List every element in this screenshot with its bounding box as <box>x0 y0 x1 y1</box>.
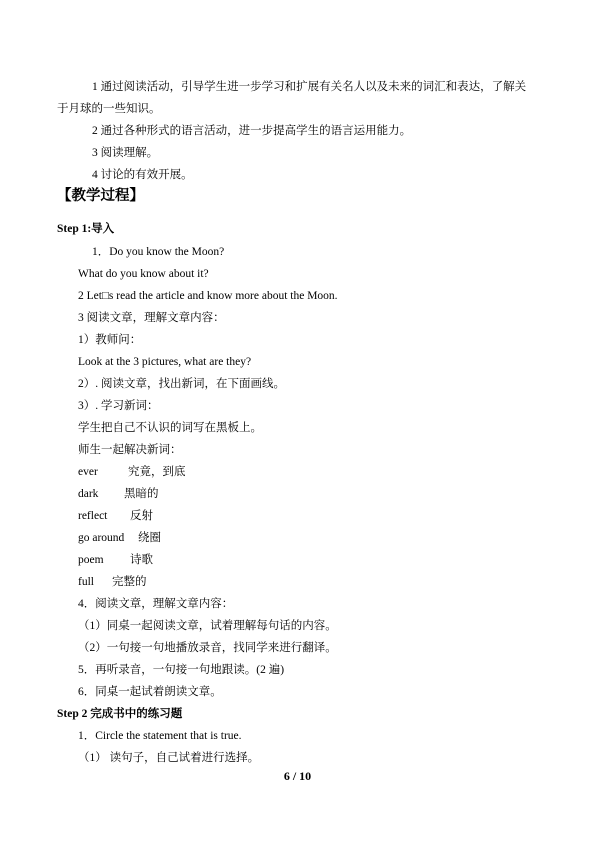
objective-1-line-2: 于月球的一些知识。 <box>57 103 161 115</box>
objective-2: 2 通过各种形式的语言活动，进一步提高学生的语言运用能力。 <box>92 125 412 137</box>
vocab-word: ever <box>78 466 98 478</box>
vocab-meaning: 完整的 <box>112 576 147 588</box>
vocab-word: full <box>78 576 94 588</box>
vocab-item <box>78 465 186 479</box>
step-2-title: Step 2 完成书中的练习题 <box>57 708 183 720</box>
vocab-item <box>78 509 153 523</box>
objective-1-line-1: 1 通过阅读活动，引导学生进一步学习和扩展有关名人以及未来的词汇和表达，了解关 <box>92 81 527 93</box>
step-1-line: 学生把自己不认识的词写在黑板上。 <box>78 422 262 434</box>
vocab-word: go around <box>78 532 125 544</box>
step-1-line: 3）. 学习新词： <box>78 400 159 412</box>
step-1-line: Look at the 3 pictures, what are they? <box>78 356 252 368</box>
step-1-after-line: 6．同桌一起试着朗读文章。 <box>78 686 222 698</box>
step-2-line: 1．Circle the statement that is true. <box>78 730 242 742</box>
vocab-word: dark <box>78 488 99 500</box>
step-1-line: 2 Let□s read the article and know more about the Moon. <box>78 290 338 302</box>
vocab-item <box>78 553 153 567</box>
step-1-line: 师生一起解决新词： <box>78 444 182 456</box>
step-1-line: 1．Do you know the Moon? <box>92 246 225 258</box>
step-1-title: Step 1:导入 <box>57 223 115 235</box>
vocab-item <box>78 531 161 545</box>
vocab-meaning: 绕圈 <box>138 532 161 544</box>
objective-3: 3 阅读理解。 <box>92 147 159 159</box>
step-1-line: What do you know about it? <box>78 268 209 280</box>
page-number: 6 / 10 <box>283 769 312 783</box>
step-1-line: 1）教师问： <box>78 334 142 346</box>
step-1-after-line: （1）同桌一起阅读文章，试着理解每句话的内容。 <box>78 620 337 632</box>
vocab-meaning: 究竟，到底 <box>128 466 186 478</box>
step-1-line: 2）. 阅读文章，找出新词，在下面画线。 <box>78 378 285 390</box>
vocab-word: reflect <box>78 510 108 522</box>
step-1-line: 3 阅读文章，理解文章内容： <box>78 312 225 324</box>
step-2-line: （1） 读句子，自己试着进行选择。 <box>78 752 260 764</box>
objective-4: 4 讨论的有效开展。 <box>92 169 193 181</box>
vocab-item <box>78 487 159 501</box>
step-1-after-line: 4．阅读文章，理解文章内容： <box>78 598 234 610</box>
vocab-meaning: 诗歌 <box>130 554 153 566</box>
section-heading: 【教学过程】 <box>57 188 144 204</box>
vocab-word: poem <box>78 554 104 566</box>
step-1-after-line: （2）一句接一句地播放录音，找同学来进行翻译。 <box>78 642 337 654</box>
vocab-item <box>78 575 147 589</box>
vocab-meaning: 反射 <box>130 510 153 522</box>
step-1-after-line: 5．再听录音，一句接一句地跟读。(2 遍) <box>78 664 285 676</box>
vocab-meaning: 黑暗的 <box>124 488 159 500</box>
